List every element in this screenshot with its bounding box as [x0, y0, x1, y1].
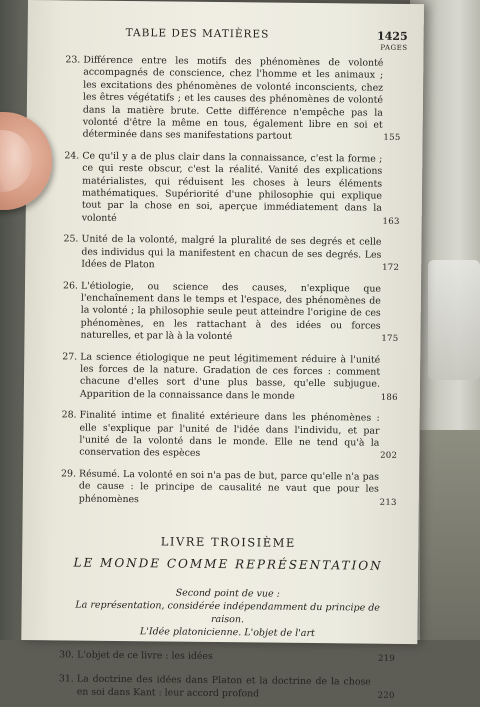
- entry-page: 155: [383, 133, 401, 144]
- toc-entry-25: [63, 234, 399, 275]
- toc-entry-31: [59, 674, 395, 702]
- toc-entry-27: [62, 351, 399, 404]
- entry-text: Ce qu'il y a de plus clair dans la connaissance, c'est la forme ; ce qui reste obscur, c'est la réalité. Vanité des explications matérialistes, qui réduisent les choses à leurs éléments mathématiques. Supériorité d'une philosophie qui explique tout par la chose en soi, aperçue immédiatement dans la volonté: [81, 150, 383, 224]
- book-heading: LIVRE TROISIÈME: [160, 534, 296, 550]
- entry-page: 220: [377, 690, 395, 701]
- running-head: [65, 26, 408, 58]
- toc-entry-29: [61, 468, 397, 509]
- toc-entry-30: [59, 649, 395, 665]
- thumbnail-nail: [0, 130, 32, 192]
- page-content: [58, 26, 408, 707]
- entry-number: 28.: [61, 409, 77, 421]
- entry-number: 30.: [59, 649, 75, 661]
- book-page: [21, 0, 424, 701]
- entry-page: 172: [382, 262, 400, 273]
- entry-text: Unité de la volonté, malgré la pluralité de ses degrés et celle des individus qui la manifestent en chacun de ses degrés. Les Idées de Platon: [81, 233, 382, 271]
- entry-text: L'étiologie, ou science des causes, n'explique que l'enchaînement dans le temps et l'espace, des phénomènes de la volonté ; la philosophie seule peut atteindre l'origine de ces phénomènes, en les rattachant à des idées ou forces naturelles, et par là à la volonté: [80, 280, 382, 343]
- entry-page: 186: [380, 392, 398, 403]
- point-de-vue: Second point de vue :: [175, 587, 280, 600]
- toc-entry-23: [65, 54, 402, 144]
- entry-number: 26.: [62, 279, 78, 292]
- subtitle-block: [59, 585, 396, 641]
- entry-text: La doctrine des idées dans Platon et la doctrine de la chose en soi dans Kant : leur accord profond: [76, 673, 371, 700]
- running-head-title: TABLE DES MATIÈRES: [125, 27, 270, 41]
- entry-text: La science étiologique ne peut légitimement réduire à l'unité les forces de la nature. Gradation de ces forces : comment chacune d'elles sort d'une plus basse, qu'elle subjugue. Apparition de la connaissance dans le monde: [79, 351, 381, 402]
- entry-page: 213: [379, 497, 397, 508]
- entry-page: 175: [381, 333, 399, 345]
- entry-page: 219: [377, 653, 396, 664]
- toc-entry-26: [62, 280, 399, 346]
- subtitle-line-1: La représentation, considérée indépendamment du principe de raison.: [75, 599, 381, 626]
- toc-entry-28: [61, 410, 398, 463]
- entry-page: 163: [382, 216, 400, 227]
- entry-text: L'objet de ce livre : les idées: [77, 649, 213, 662]
- entry-number: 27.: [62, 350, 78, 363]
- entry-number: 31.: [58, 673, 74, 685]
- entry-text: Finalité intime et finalité extérieure dans les phénomènes : elle s'explique par l'unité de l'idée dans l'individu, et par l'unité de la volonté dans le monde. Elle ne tend qu'à la conservation des espèces: [79, 409, 380, 460]
- background-bottom-right: [420, 430, 480, 640]
- toc-entry-24: [64, 150, 401, 228]
- subtitle-line-2: L'Idée platonicienne. L'objet de l'art: [139, 626, 315, 640]
- entry-text: Résumé. La volonté en soi n'a pas de but, parce qu'elle n'a pas de cause : le principe de causalité ne vaut que pour les phénomènes: [78, 468, 380, 505]
- entry-number: 23.: [65, 54, 81, 66]
- entry-page: 202: [380, 451, 398, 462]
- book-title: LE MONDE COMME REPRÉSENTATION: [73, 555, 383, 573]
- page-number: 1425: [376, 29, 408, 43]
- pages-label: PAGES: [380, 43, 408, 52]
- entry-number: 29.: [60, 468, 77, 480]
- entry-number: 24.: [64, 150, 80, 162]
- background-object: [428, 260, 480, 380]
- entry-number: 25.: [63, 233, 79, 245]
- entry-text: Différence entre les motifs des phénomènes de volonté accompagnés de conscience, chez l'homme et les animaux ; les excitations des phénomènes de volonté inconscients, chez les êtres végétatifs ; et les causes des phénomènes de volonté dans la matière brute. Cette différence n'empêche pas la volonté d'être la même en tous, également libre en soi et déterminée dans ses manifestations partout: [82, 54, 384, 143]
